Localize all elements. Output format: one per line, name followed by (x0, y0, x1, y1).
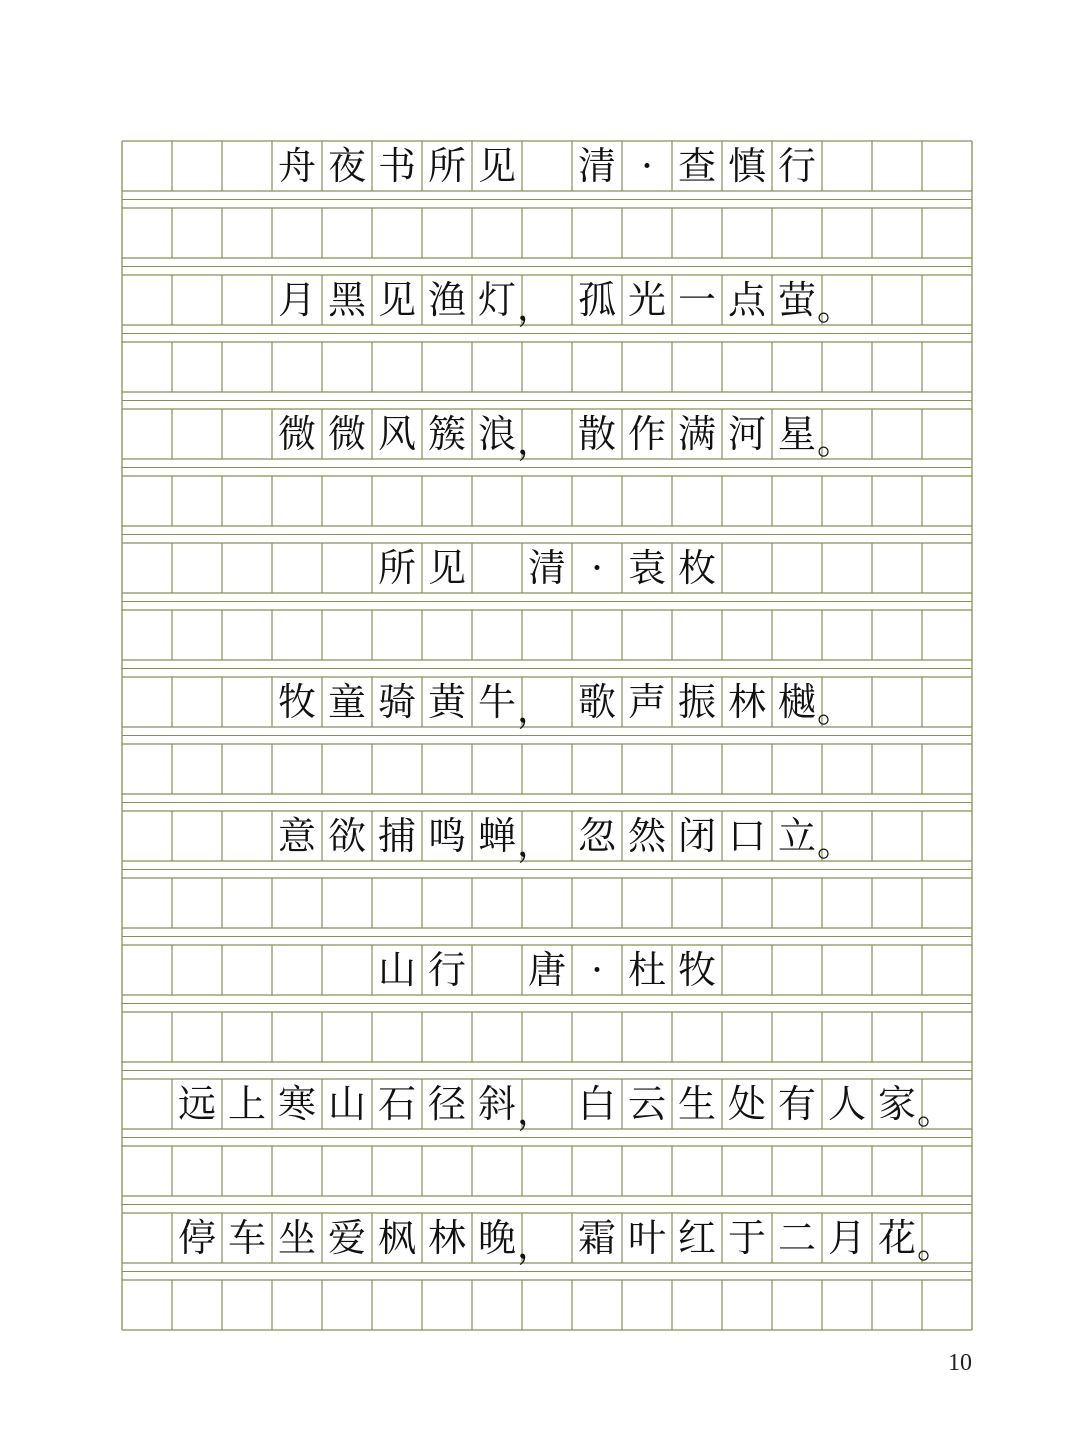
grid-character: 远 (177, 1082, 217, 1126)
grid-character: 星 (777, 412, 817, 456)
grid-character: 上 (227, 1082, 267, 1126)
grid-character: 月 (277, 278, 317, 322)
grid-character: 径 (427, 1082, 467, 1126)
grid-character: 所 (427, 144, 467, 188)
grid-character: 于 (727, 1216, 767, 1260)
grid-character: 河 (727, 412, 767, 456)
grid-character: 寒 (277, 1082, 317, 1126)
grid-character: 月 (827, 1216, 867, 1260)
grid-character: 花 (877, 1216, 917, 1260)
grid-character: 舟 (277, 144, 317, 188)
grid-character: 白 (577, 1082, 617, 1126)
grid-character: 清 (527, 546, 567, 590)
grid-character: 孤 (577, 278, 617, 322)
grid-character: 忽 (577, 814, 617, 858)
grid-punctuation: ， (516, 421, 554, 463)
grid-character: 灯 (477, 278, 517, 322)
grid-character: 微 (277, 412, 317, 456)
grid-punctuation: 。 (816, 287, 854, 329)
grid-character: 歌 (577, 680, 617, 724)
grid-character: 慎 (727, 144, 767, 188)
grid-character: 黑 (327, 278, 367, 322)
grid-character: 山 (327, 1082, 367, 1126)
grid-character: 坐 (277, 1216, 317, 1260)
grid-character: 风 (377, 412, 417, 456)
grid-character: 叶 (627, 1216, 667, 1260)
grid-character: 振 (677, 680, 717, 724)
grid-character: 牧 (677, 948, 717, 992)
grid-character: 家 (877, 1082, 917, 1126)
grid-character: 满 (677, 412, 717, 456)
grid-character: 有 (777, 1082, 817, 1126)
grid-character: 二 (777, 1216, 817, 1260)
grid-middle-dot: · (590, 948, 604, 992)
grid-character: 人 (827, 1082, 867, 1126)
grid-character: 簇 (427, 412, 467, 456)
grid-character: 闭 (677, 814, 717, 858)
grid-punctuation: 。 (816, 689, 854, 731)
grid-punctuation: ， (516, 287, 554, 329)
grid-character: 骑 (377, 680, 417, 724)
grid-character: 霜 (577, 1216, 617, 1260)
grid-character: 生 (677, 1082, 717, 1126)
grid-character: 立 (777, 814, 817, 858)
grid-character: 浪 (477, 412, 517, 456)
grid-character: 山 (377, 948, 417, 992)
grid-punctuation: 。 (816, 421, 854, 463)
grid-character: 见 (427, 546, 467, 590)
grid-character: 晚 (477, 1216, 517, 1260)
grid-character: 爱 (327, 1216, 367, 1260)
grid-character: 散 (577, 412, 617, 456)
grid-punctuation: 。 (916, 1225, 954, 1267)
grid-punctuation: ， (516, 689, 554, 731)
grid-character: 声 (627, 680, 667, 724)
grid-character: 蝉 (477, 814, 517, 858)
grid-punctuation: 。 (916, 1091, 954, 1133)
grid-punctuation: ， (516, 1091, 554, 1133)
grid-character: 唐 (527, 948, 567, 992)
grid-character: 枚 (677, 546, 717, 590)
grid-middle-dot: · (590, 546, 604, 590)
grid-character: 见 (477, 144, 517, 188)
grid-character: 枫 (377, 1216, 417, 1260)
grid-character: 斜 (477, 1082, 517, 1126)
grid-character: 行 (777, 144, 817, 188)
grid-character: 行 (427, 948, 467, 992)
grid-character: 袁 (627, 546, 667, 590)
grid-character: 见 (377, 278, 417, 322)
grid-character: 林 (727, 680, 767, 724)
grid-character: 牧 (277, 680, 317, 724)
grid-character: 夜 (327, 144, 367, 188)
grid-character: 杜 (627, 948, 667, 992)
grid-punctuation: ， (516, 1225, 554, 1267)
grid-character: 停 (177, 1216, 217, 1260)
grid-character: 所 (377, 546, 417, 590)
grid-character: 意 (277, 814, 317, 858)
grid-character: 点 (727, 278, 767, 322)
grid-punctuation: ， (516, 823, 554, 865)
grid-character: 作 (627, 412, 667, 456)
grid-character: 黄 (427, 680, 467, 724)
grid-character: 云 (627, 1082, 667, 1126)
grid-character: 林 (427, 1216, 467, 1260)
grid-character: 欲 (327, 814, 367, 858)
grid-character: 然 (627, 814, 667, 858)
grid-character: 红 (677, 1216, 717, 1260)
grid-character: 牛 (477, 680, 517, 724)
grid-character: 童 (327, 680, 367, 724)
grid-character: 书 (377, 144, 417, 188)
grid-character: 渔 (427, 278, 467, 322)
grid-punctuation: 。 (816, 823, 854, 865)
grid-character: 清 (577, 144, 617, 188)
grid-character: 处 (727, 1082, 767, 1126)
grid-character: 口 (727, 814, 767, 858)
grid-character: 石 (377, 1082, 417, 1126)
grid-character: 捕 (377, 814, 417, 858)
page-number: 10 (948, 1350, 972, 1376)
grid-character: 微 (327, 412, 367, 456)
grid-middle-dot: · (640, 144, 654, 188)
grid-character: 一 (677, 278, 717, 322)
grid-character: 光 (627, 278, 667, 322)
grid-character: 鸣 (427, 814, 467, 858)
grid-character: 萤 (777, 278, 817, 322)
grid-character: 樾 (777, 680, 817, 724)
grid-character: 查 (677, 144, 717, 188)
grid-character: 车 (227, 1216, 267, 1260)
